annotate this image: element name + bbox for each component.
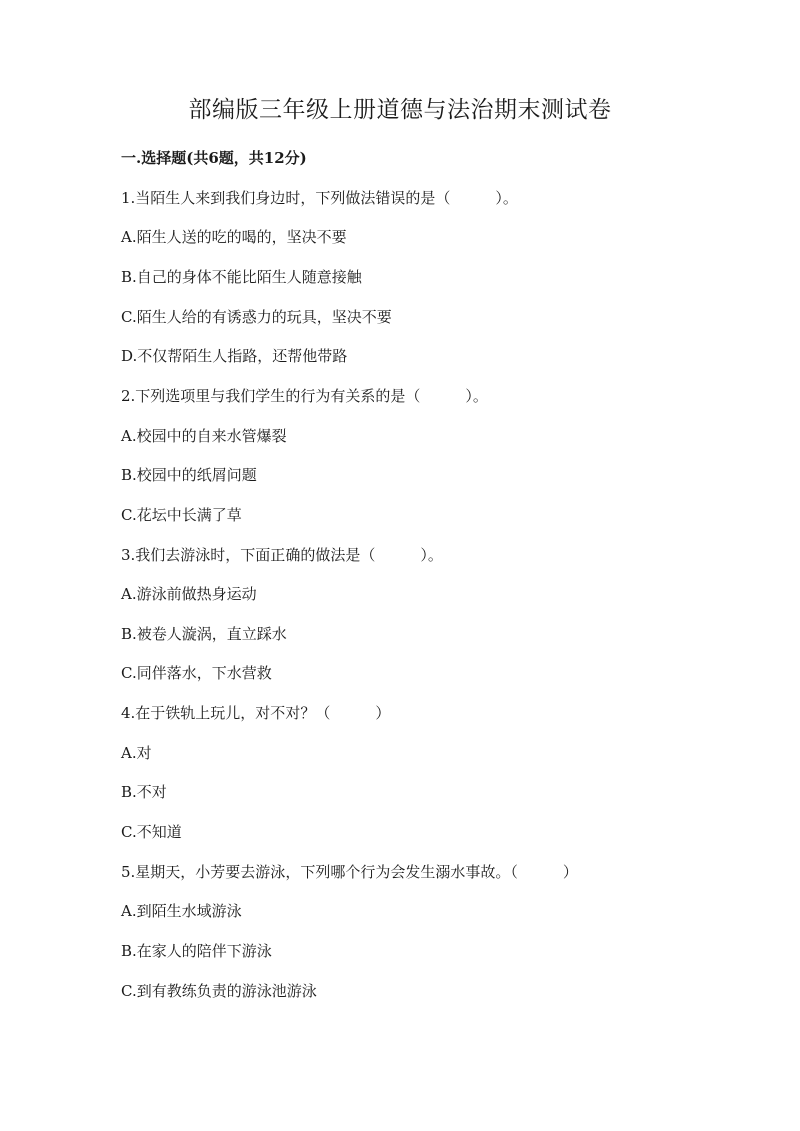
- question-5-option-c: C.到有教练负责的游泳池游泳: [121, 982, 317, 1000]
- question-2-stem: 2.下列选项里与我们学生的行为有关系的是（ ）。: [121, 387, 488, 405]
- question-1-option-d: D.不仅帮陌生人指路，还帮他带路: [121, 347, 348, 365]
- question-3-option-b: B.被卷人漩涡，直立踩水: [121, 625, 287, 643]
- question-3-option-a: A.游泳前做热身运动: [121, 585, 257, 603]
- question-1-option-c: C.陌生人给的有诱惑力的玩具，坚决不要: [121, 308, 392, 326]
- question-1-stem: 1.当陌生人来到我们身边时，下列做法错误的是（ ）。: [121, 189, 518, 207]
- question-2-option-c: C.花坛中长满了草: [121, 506, 242, 524]
- page-title: 部编版三年级上册道德与法治期末测试卷: [188, 97, 612, 123]
- question-2-option-a: A.校园中的自来水管爆裂: [121, 427, 287, 445]
- question-3-stem: 3.我们去游泳时，下面正确的做法是（ ）。: [121, 546, 443, 564]
- question-5-option-a: A.到陌生水域游泳: [121, 902, 242, 920]
- question-5-option-b: B.在家人的陪伴下游泳: [121, 942, 272, 960]
- section-heading: 一.选择题(共6题，共12分): [121, 149, 307, 167]
- question-3-option-c: C.同伴落水，下水营救: [121, 664, 272, 682]
- question-1-option-a: A.陌生人送的吃的喝的，坚决不要: [121, 228, 347, 246]
- question-4-stem: 4.在于铁轨上玩儿，对不对？（ ）: [121, 704, 391, 722]
- question-2-option-b: B.校园中的纸屑问题: [121, 466, 257, 484]
- question-4-option-b: B.不对: [121, 783, 167, 801]
- question-4-option-c: C.不知道: [121, 823, 182, 841]
- question-5-stem: 5.星期天，小芳要去游泳，下列哪个行为会发生溺水事故。（ ）: [121, 863, 578, 881]
- question-1-option-b: B.自己的身体不能比陌生人随意接触: [121, 268, 362, 286]
- question-4-option-a: A.对: [121, 744, 152, 762]
